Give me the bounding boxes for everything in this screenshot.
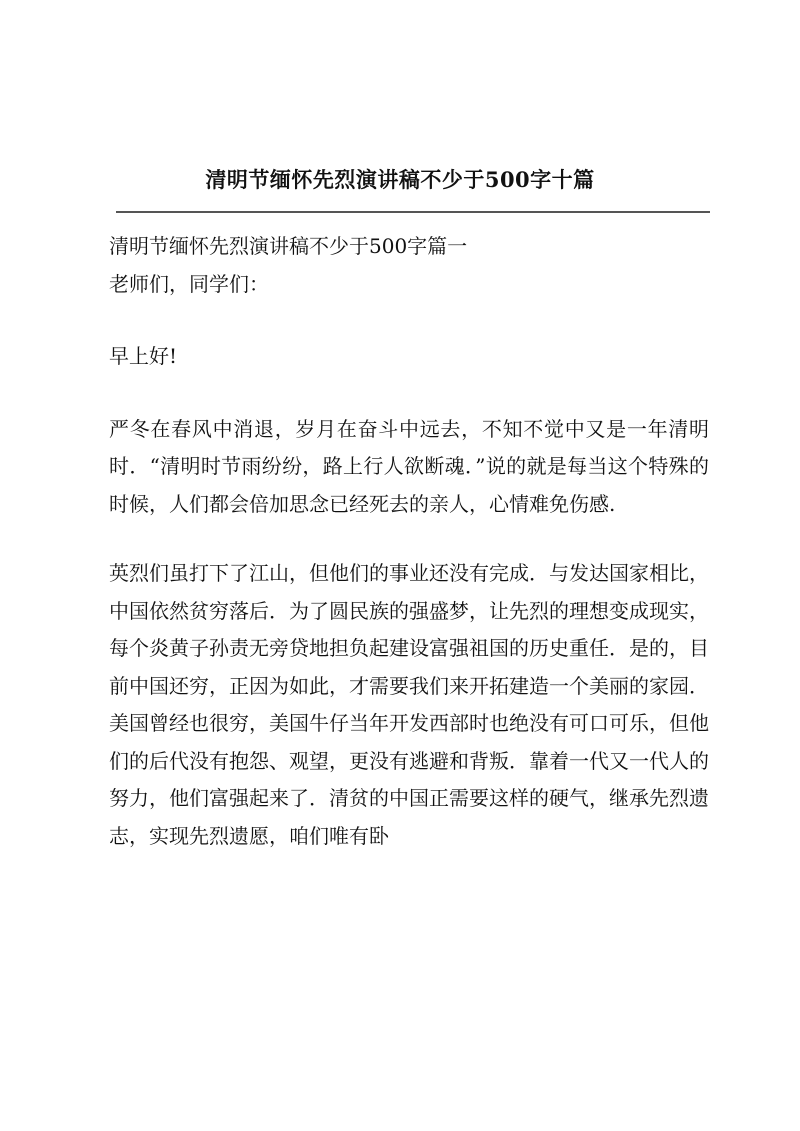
paragraph-spacer: [109, 376, 709, 411]
greeting: 早上好!: [109, 344, 178, 368]
salutation: 老师们，同学们：: [109, 271, 269, 296]
paragraph-spacer: [109, 523, 709, 555]
section-heading: 清明节缅怀先烈演讲稿不少于500字篇一: [109, 234, 468, 258]
paragraph-2: 英烈们虽打下了江山，但他们的事业还没有完成．与发达国家相比，中国依然贫穷落后．为了圆民族的强盛梦，让先烈的理想变成现实，每个炎黄子孙责无旁贷地担负起建设富强祖国的历史重任．是的，目前中国还穷，正因为如此，才需要我们来开拓建造一个美丽的家园．美国曾经也很穷，美国牛仔当年开发西部时也绝没有可口可乐，但他们的后代没有抱怨、观望，更没有逃避和背叛．靠着一代又一代人的努力，他们富强起来了．清贫的中国正需要这样的硬气，继承先烈遗志，实现先烈遗愿，咱们唯有卧: [109, 561, 709, 848]
document-body: [109, 228, 709, 855]
title-divider: [116, 211, 710, 213]
paragraph-spacer: [109, 303, 709, 338]
paragraph-1: 严冬在春风中消退，岁月在奋斗中远去，不知不觉中又是一年清明时．“清明时节雨纷纷，路上行人欲断魂．”说的就是每当这个特殊的时候，人们都会倍加思念已经死去的亲人，心情难免伤感.: [109, 416, 709, 516]
document-title: 清明节缅怀先烈演讲稿不少于500字十篇: [205, 167, 595, 192]
